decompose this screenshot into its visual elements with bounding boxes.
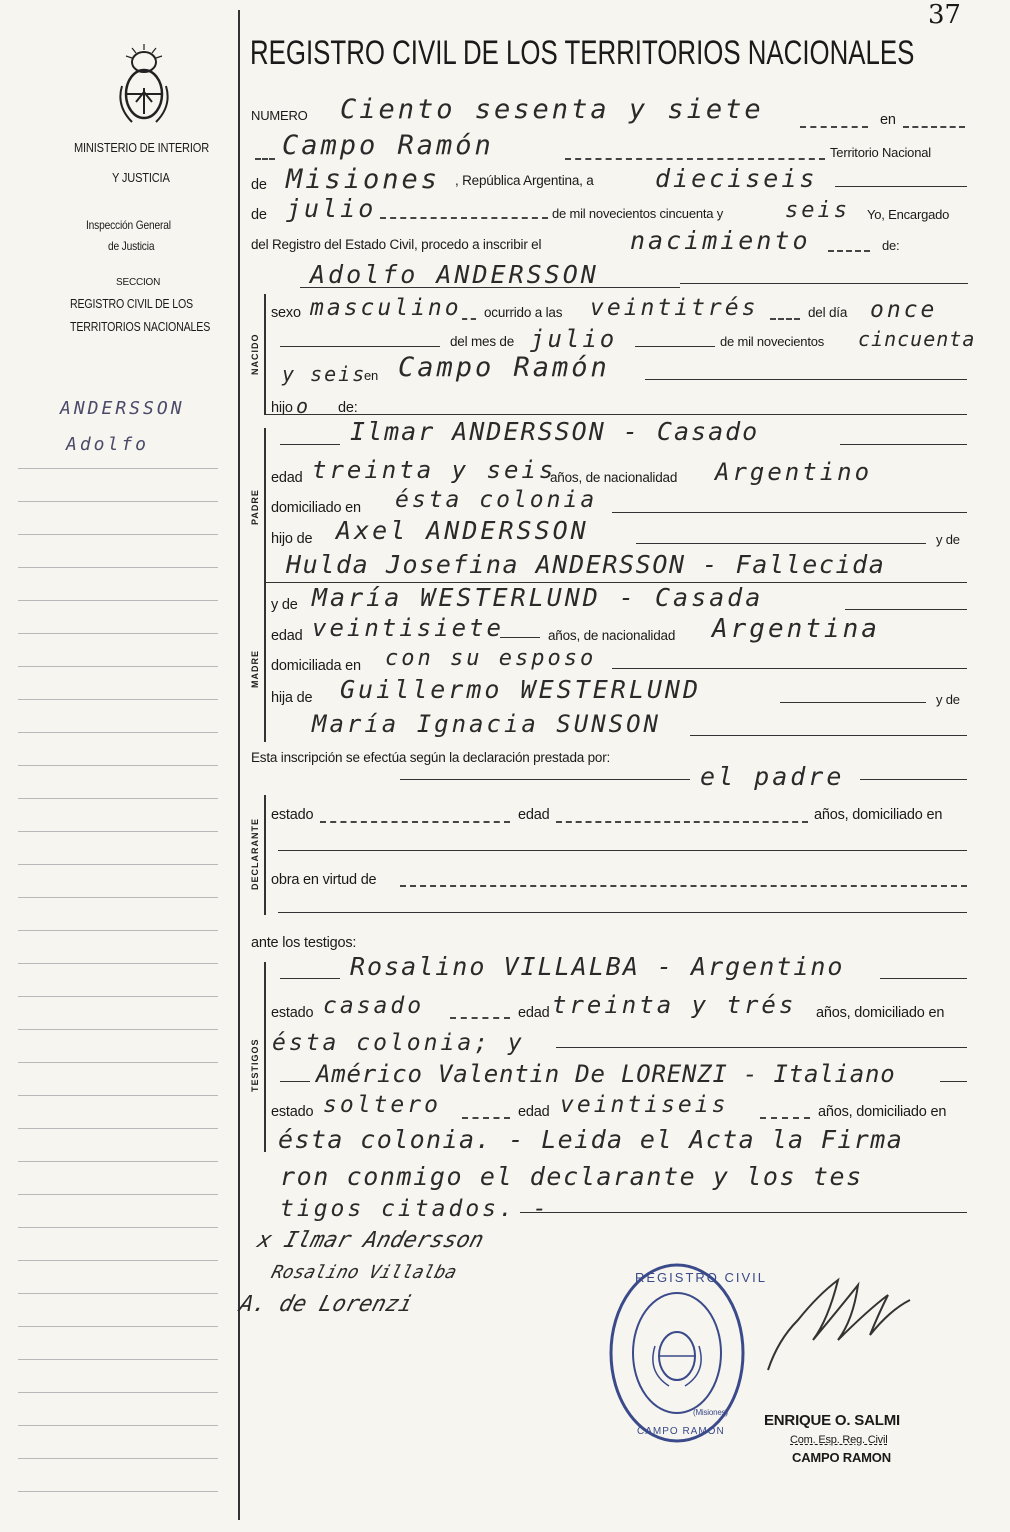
- ledger-line: [18, 996, 218, 997]
- fill-line: [636, 543, 926, 544]
- label-anos-domiciliado-decl: años, domiciliado en: [814, 807, 943, 823]
- fill-line: [300, 287, 680, 288]
- official-role: Com. Esp. Reg. Civil: [790, 1434, 888, 1446]
- fill-line: [635, 346, 715, 347]
- fill-line: [400, 885, 967, 887]
- ledger-line: [18, 1425, 218, 1426]
- fill-line: [880, 978, 967, 979]
- coat-of-arms-icon: [112, 42, 176, 128]
- section-rule: [264, 795, 266, 915]
- value-cierre3: tigos citados. -: [280, 1196, 550, 1222]
- value-padre-madre: Hulda Josefina ANDERSSON - Fallecida: [286, 550, 886, 579]
- value-madre-nac: Argentina: [712, 614, 880, 644]
- margin-note-line1: ANDERSSON: [60, 398, 185, 419]
- fill-line: [556, 821, 808, 823]
- value-madre-madre: María Ignacia SUNSON: [312, 710, 661, 738]
- ledger-line: [18, 798, 218, 799]
- label-anos-nac-padre: años, de nacionalidad: [550, 470, 678, 485]
- ledger-line: [18, 1359, 218, 1360]
- ledger-line: [18, 699, 218, 700]
- fill-line: [278, 850, 967, 851]
- value-tipo: nacimiento: [630, 226, 811, 255]
- official-stamp: [605, 1258, 768, 1448]
- official-name: ENRIQUE O. SALMI: [764, 1412, 900, 1429]
- label-republica: , República Argentina, a: [455, 173, 594, 188]
- ledger-line: [18, 1161, 218, 1162]
- value-provincia: Misiones: [286, 164, 441, 195]
- label-mil-novecientos2: de mil novecientos: [720, 334, 825, 349]
- label-domiciliado-padre: domiciliado en: [271, 500, 361, 516]
- fill-line: [320, 821, 510, 823]
- value-lugar-nac: Campo Ramón: [398, 352, 610, 383]
- ledger-line: [18, 1095, 218, 1096]
- label-nacido: NACIDO: [250, 333, 260, 375]
- value-numero: Ciento sesenta y siete: [340, 94, 764, 125]
- value-padre-domicilio: ésta colonia: [395, 487, 598, 513]
- ledger-line: [18, 1029, 218, 1030]
- label-de-padres: de:: [338, 400, 358, 416]
- label-de-colon: de:: [882, 238, 900, 253]
- ledger-line: [18, 600, 218, 601]
- label-hijo-de: hijo de: [271, 531, 313, 547]
- value-cierre2: ron conmigo el declarante y los tes: [280, 1162, 863, 1191]
- ledger-line: [18, 501, 218, 502]
- label-obra-virtud: obra en virtud de: [271, 872, 377, 888]
- section-line3: TERRITORIOS NACIONALES: [70, 320, 211, 334]
- value-dia-inscripcion: dieciseis: [655, 164, 818, 193]
- label-esta-inscripcion: Esta inscripción se efectúa según la declaración prestada por:: [251, 750, 611, 765]
- fill-line: [400, 779, 690, 780]
- value-testigo2: Américo Valentin De LORENZI - Italiano: [316, 1060, 896, 1088]
- value-mes-inscripcion: julio: [286, 194, 377, 223]
- fill-line: [903, 126, 965, 128]
- ledger-line: [18, 732, 218, 733]
- ledger-line: [18, 534, 218, 535]
- ledger-line: [18, 831, 218, 832]
- value-declarante: el padre: [700, 762, 845, 791]
- label-edad-madre: edad: [271, 628, 303, 644]
- label-registro-estado: del Registro del Estado Civil, procedo a inscribir el: [251, 237, 542, 252]
- label-ante-testigos: ante los testigos:: [251, 935, 357, 951]
- ministry-line2: Y JUSTICIA: [112, 170, 170, 185]
- section-line2: REGISTRO CIVIL DE LOS: [70, 297, 193, 311]
- ledger-line: [18, 897, 218, 898]
- fill-line: [280, 1081, 310, 1082]
- label-numero: NUMERO: [251, 108, 308, 123]
- ledger-line: [18, 1260, 218, 1261]
- signature-ilmar: x Ilmar Andersson: [254, 1228, 487, 1253]
- label-sexo: sexo: [271, 305, 301, 321]
- label-mil-novecientos: de mil novecientos cincuenta y: [552, 206, 724, 221]
- label-domiciliada: domiciliada en: [271, 658, 361, 674]
- fill-line: [780, 702, 926, 703]
- label-edad-t2: edad: [518, 1104, 550, 1120]
- value-padre-padre: Axel ANDERSSON: [336, 516, 589, 545]
- ledger-line: [18, 1293, 218, 1294]
- value-anio: seis: [785, 198, 850, 223]
- fill-line: [280, 978, 340, 979]
- label-territorio: Territorio Nacional: [830, 145, 931, 160]
- fill-line: [462, 1117, 510, 1119]
- value-padre-nombre: Ilmar ANDERSSON - Casado: [350, 417, 760, 446]
- section-rule: [264, 592, 266, 742]
- value-madre-padre: Guillermo WESTERLUND: [340, 675, 702, 704]
- fill-line: [462, 318, 476, 320]
- label-de: de: [251, 177, 267, 193]
- fill-line: [860, 779, 967, 780]
- fill-line: [845, 609, 967, 610]
- fill-line: [612, 512, 967, 513]
- label-estado-t2: estado: [271, 1104, 314, 1120]
- label-del-mes: del mes de: [450, 334, 515, 349]
- value-madre-domicilio: con su esposo: [385, 646, 597, 671]
- section-rule: [264, 428, 266, 616]
- value-testigo2-estado: soltero: [323, 1092, 441, 1118]
- fill-line: [645, 379, 967, 380]
- fill-line: [278, 912, 967, 913]
- ledger-line: [18, 1227, 218, 1228]
- section-rule: [264, 962, 266, 1152]
- official-place: CAMPO RAMON: [792, 1450, 891, 1465]
- ledger-line: [18, 1458, 218, 1459]
- fill-line: [940, 1081, 967, 1082]
- label-padre: PADRE: [250, 489, 260, 525]
- value-nombre: Adolfo ANDERSSON: [310, 260, 599, 289]
- ministry-line1: MINISTERIO DE INTERIOR: [74, 140, 210, 155]
- officer-signature: [748, 1260, 948, 1380]
- value-dia: once: [870, 297, 938, 323]
- label-y-de-madre: y de: [271, 597, 298, 613]
- ledger-line: [18, 1326, 218, 1327]
- margin-note-line2: Adolfo: [66, 434, 150, 455]
- label-madre: MADRE: [250, 650, 260, 688]
- ledger-line: [18, 567, 218, 568]
- fill-line: [612, 668, 967, 669]
- ledger-line: [18, 1128, 218, 1129]
- fill-line: [255, 158, 275, 160]
- margin-rule: [238, 10, 240, 1520]
- fill-line: [760, 1117, 810, 1119]
- label-ocurrido: ocurrido a las: [484, 305, 563, 320]
- inspection-line2: de Justicia: [108, 239, 155, 253]
- label-anos-domiciliado-t1: años, domiciliado en: [816, 1005, 945, 1021]
- fill-line: [380, 217, 548, 219]
- section-line1: SECCION: [116, 277, 161, 288]
- value-padre-nac: Argentino: [715, 458, 873, 486]
- fill-line: [690, 735, 967, 736]
- signature-rosalino: Rosalino Villalba: [269, 1262, 460, 1283]
- ledger-line: [18, 765, 218, 766]
- label-edad-decl: edad: [518, 807, 550, 823]
- value-testigo1: Rosalino VILLALBA - Argentino: [350, 952, 845, 981]
- label-del-dia: del día: [808, 305, 848, 320]
- signature-lorenzi: A. de Lorenzi: [236, 1292, 416, 1317]
- ledger-line: [18, 468, 218, 469]
- fill-line: [280, 346, 440, 347]
- ledger-line: [18, 1392, 218, 1393]
- ledger-line: [18, 1194, 218, 1195]
- value-sexo: masculino: [310, 295, 462, 321]
- ledger-line: [18, 633, 218, 634]
- label-estado-t1: estado: [271, 1005, 314, 1021]
- stamp-side-text: (Misiones): [693, 1408, 728, 1417]
- label-y-de: y de: [936, 532, 960, 547]
- ledger-line: [18, 666, 218, 667]
- ledger-line: [18, 864, 218, 865]
- label-declarante: DECLARANTE: [250, 818, 260, 890]
- ledger-line: [18, 963, 218, 964]
- value-anio-nac2: y seis: [282, 362, 367, 386]
- label-y-de-madre2: y de: [936, 692, 960, 707]
- label-testigos: TESTIGOS: [250, 1038, 260, 1092]
- label-en: en: [880, 112, 896, 128]
- label-yo-encargado: Yo, Encargado: [867, 207, 950, 222]
- value-cierre1: ésta colonia. - Leida el Acta la Firma: [278, 1125, 904, 1154]
- label-anos-domiciliado-t2: años, domiciliado en: [818, 1104, 947, 1120]
- fill-line: [264, 414, 967, 415]
- ledger-line: [18, 1491, 218, 1492]
- fill-line: [680, 283, 968, 284]
- value-testigo2-edad: veintiseis: [560, 1092, 729, 1118]
- stamp-bottom-text: CAMPO RAMON: [637, 1426, 725, 1437]
- value-hijo-num: o: [296, 394, 312, 418]
- fill-line: [280, 444, 340, 445]
- fill-line: [520, 1212, 967, 1213]
- ledger-line: [18, 1062, 218, 1063]
- ledger-line: [18, 930, 218, 931]
- stamp-ring-text: REGISTRO CIVIL: [635, 1270, 768, 1285]
- value-hora: veintitrés: [590, 295, 759, 321]
- fill-line: [835, 186, 967, 187]
- value-padre-edad: treinta y seis: [312, 456, 557, 484]
- fill-line: [828, 250, 870, 252]
- fill-line: [770, 318, 800, 320]
- value-testigo1-edad: treinta y trés: [552, 991, 797, 1019]
- fill-line: [840, 444, 967, 445]
- label-en-lugar: en: [364, 368, 379, 383]
- fill-line: [500, 637, 540, 638]
- label-hija-de: hija de: [271, 690, 313, 706]
- label-anos-nac-madre: años, de nacionalidad: [548, 628, 676, 643]
- value-madre-nombre: María WESTERLUND - Casada: [312, 583, 764, 612]
- value-mes: julio: [530, 325, 618, 353]
- value-testigo1-domicilio: ésta colonia; y: [272, 1030, 525, 1056]
- fill-line: [565, 158, 825, 160]
- label-estado-decl: estado: [271, 807, 314, 823]
- fill-line: [556, 1047, 967, 1048]
- value-lugar: Campo Ramón: [282, 130, 494, 161]
- value-testigo1-estado: casado: [323, 993, 425, 1019]
- fill-line: [450, 1017, 510, 1019]
- label-de-mes: de: [251, 207, 267, 223]
- inspection-line1: Inspección General: [86, 218, 171, 232]
- label-edad-padre: edad: [271, 470, 303, 486]
- section-rule: [264, 294, 266, 414]
- document-title: REGISTRO CIVIL DE LOS TERRITORIOS NACIONALES: [250, 34, 915, 72]
- value-anio-nac1: cincuenta: [858, 327, 976, 351]
- value-madre-edad: veintisiete: [312, 614, 504, 642]
- label-edad-t1: edad: [518, 1005, 550, 1021]
- page-number: 37: [928, 0, 961, 30]
- fill-line: [800, 126, 868, 128]
- label-hijo: hijo: [271, 400, 293, 416]
